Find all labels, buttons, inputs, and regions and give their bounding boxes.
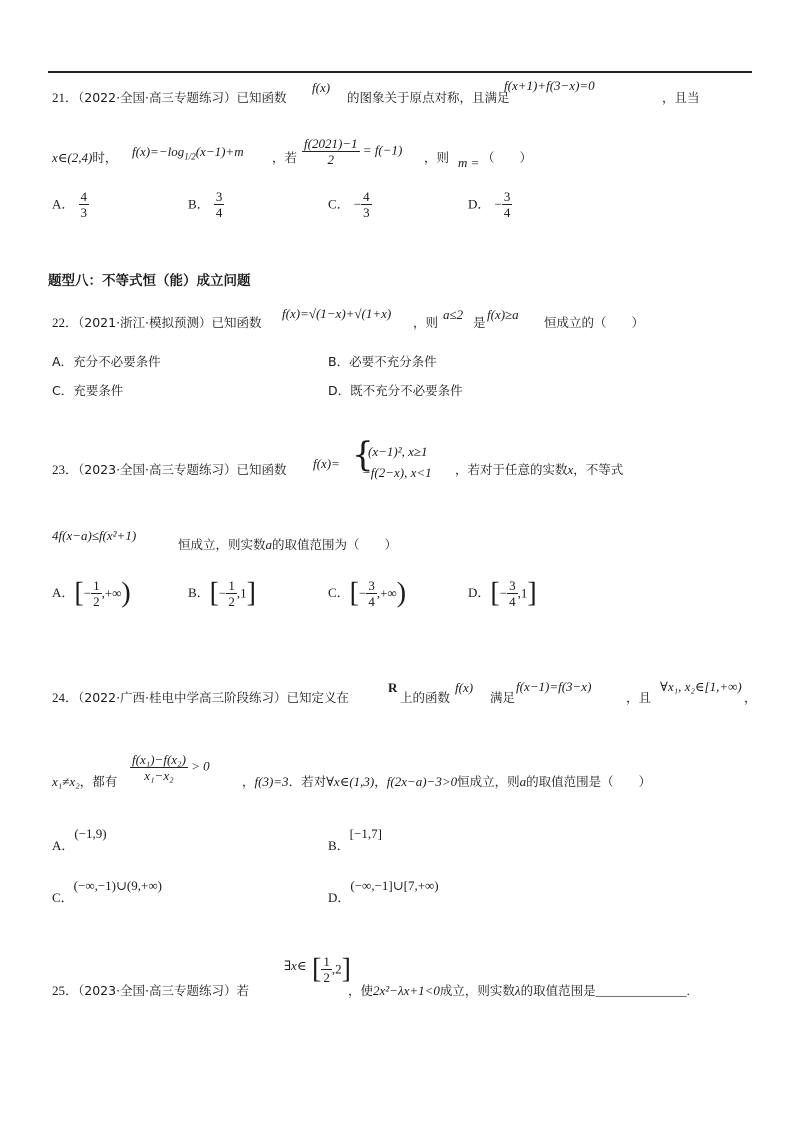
option-left-bracket: [	[209, 577, 219, 609]
top-rule	[48, 71, 752, 73]
option-right-bracket: ]	[527, 577, 537, 609]
q23-case2: −f(2−x), x<1	[362, 465, 432, 480]
option-num: 3	[215, 189, 223, 204]
option-label: D．	[328, 383, 351, 398]
q21-option-a[interactable]	[52, 189, 89, 220]
q22-cond2: f(x)≥a	[487, 307, 519, 322]
q25-line1-tail	[348, 983, 690, 1000]
option-fraction	[507, 578, 518, 609]
option-right: ,+∞	[376, 585, 397, 601]
q24-text10: 恒成立，则	[457, 774, 520, 789]
q25-interval: [ $\frac{1}{2}$ ,2]	[312, 953, 351, 985]
option-num: 3	[368, 578, 375, 593]
section-8-heading: 题型八：不等式恒（能）成立问题	[48, 273, 251, 289]
q23-line2-tail	[178, 537, 397, 554]
q23-text3: ，不等式	[573, 462, 624, 477]
q24-frac-num: f(x₁)−f(x₂)	[132, 752, 186, 767]
option-num: 1	[93, 578, 100, 593]
q21-option-c[interactable]	[328, 189, 372, 220]
q23-text1: 已知函数	[236, 462, 287, 477]
q23-source: （2023·全国·高三专题练习）	[78, 462, 237, 477]
q25-text1: 若	[236, 983, 250, 998]
option-fraction	[79, 189, 90, 220]
q24-text7: ，	[242, 774, 255, 789]
q25-exists: ∃x∈	[284, 958, 307, 973]
q25-int-right: ,2	[331, 961, 342, 977]
q21-text3: ，且当	[662, 90, 700, 105]
option-value: (−∞,−1]∪[7,+∞)	[350, 878, 439, 893]
q22-text1: 已知函数	[211, 315, 262, 330]
option-label: C．	[328, 196, 350, 212]
q21-text1: 已知函数	[236, 90, 287, 105]
q21-fx: f(x)	[312, 80, 331, 95]
q22-cond1: a≤2	[443, 307, 464, 322]
q24-text4: ，且	[626, 690, 652, 705]
q24-condition: f(x−1)=f(3−x)	[516, 679, 592, 694]
option-value: (−∞,−1)∪(9,+∞)	[73, 878, 162, 893]
option-den: 4	[215, 205, 223, 220]
q25-number: 25．	[52, 983, 79, 998]
q21-text4: 时，	[92, 150, 118, 165]
q21-def-right: (x−1)+m	[195, 144, 244, 159]
option-label: D．	[468, 585, 491, 600]
option-num: 4	[363, 189, 370, 204]
piecewise-brace: {	[352, 435, 374, 475]
q21-definition	[132, 144, 244, 165]
q25-inequality: 2x²−λx+1<0	[373, 983, 440, 998]
option-label: C．	[52, 383, 74, 398]
q24-text11: 的取值范围是（ ）	[526, 774, 652, 789]
option-den: 3	[80, 205, 88, 220]
q22-text2: ，则	[413, 315, 439, 330]
q25-end: .	[686, 983, 690, 998]
q21-text2: 的图象关于原点对称，且满足	[347, 90, 510, 105]
q23-line1-tail	[455, 462, 623, 479]
q24-difference-quotient	[130, 752, 210, 783]
option-text: 必要不充分条件	[349, 354, 437, 369]
q22-option-b[interactable]	[328, 354, 437, 370]
option-label: B．	[188, 585, 210, 600]
q23-option-d[interactable]: D．[− $\frac{3}{4}$ ,1]	[468, 577, 537, 609]
q23-option-a[interactable]: A．[− $\frac{1}{2}$ ,+∞)	[52, 577, 131, 609]
q22-text3: 是	[473, 315, 486, 330]
q24-option-b[interactable]	[328, 826, 382, 853]
option-text: 充要条件	[73, 383, 124, 398]
q22-option-a[interactable]	[52, 354, 161, 370]
q24-frac-den: x₁−x₂	[144, 768, 174, 783]
option-right: ,+∞	[101, 585, 122, 601]
option-right: ,1	[236, 585, 247, 601]
q23-var2: a	[265, 537, 273, 552]
q22-line1	[52, 315, 262, 332]
q21-option-b[interactable]	[188, 189, 224, 220]
option-left-bracket: [	[74, 577, 84, 609]
option-right: ,1	[517, 585, 528, 601]
q21-source: （2022·全国·高三专题练习）	[78, 90, 237, 105]
option-num: 3	[503, 189, 511, 204]
q24-text1: 已知定义在	[286, 690, 350, 705]
q24-fraction	[130, 752, 188, 783]
q25-source: （2023·全国·高三专题练习）	[78, 983, 237, 998]
q24-var: a	[519, 774, 527, 789]
q24-option-c[interactable]	[52, 878, 162, 905]
q23-option-c[interactable]: C．[− $\frac{3}{4}$ ,+∞)	[328, 577, 407, 609]
q21-text5: ，若	[272, 150, 298, 165]
option-label: C．	[328, 585, 350, 600]
option-value: [−1,7]	[349, 826, 382, 841]
q23-option-b[interactable]: B．[− $\frac{1}{2}$ ,1]	[188, 577, 256, 609]
q24-number: 24．	[52, 690, 79, 705]
q24-text8: ．若对	[288, 774, 327, 789]
q23-fx: f(x)=	[313, 456, 340, 471]
q21-frac-num: f(2021)−1	[304, 136, 358, 151]
q21-equation	[302, 136, 402, 167]
q25-int-num: 1	[323, 954, 330, 969]
q23-case1: (x−1)², x≥1	[368, 444, 428, 459]
option-label: A．	[52, 196, 75, 212]
q24-line1	[52, 690, 349, 707]
option-label: D．	[328, 890, 351, 905]
q24-text9: ，	[374, 774, 387, 789]
q21-number: 21．	[52, 90, 79, 105]
q21-line1	[52, 90, 287, 107]
q21-condition: f(x+1)+f(3−x)=0	[504, 78, 595, 93]
q24-R: R	[388, 680, 398, 695]
q22-number: 22．	[52, 315, 79, 330]
q24-forall: ∀x₁, x₂∈[1,+∞)	[660, 679, 742, 694]
q23-text4: 恒成立，则实数	[178, 537, 266, 552]
q25-text4: 的取值范围是	[520, 983, 596, 998]
q21-line2	[52, 150, 117, 167]
q25-line1	[52, 983, 249, 1000]
q21-blank: （ ）	[482, 150, 533, 165]
q25-fraction	[321, 954, 332, 985]
option-fraction	[366, 578, 377, 609]
option-fraction	[91, 578, 102, 609]
option-fraction	[502, 189, 513, 220]
q25-answer-blank[interactable]: ______________	[595, 983, 687, 998]
q21-domain: x∈(2,4)	[52, 150, 93, 165]
option-den: 3	[363, 205, 370, 220]
q23-text5: 的取值范围为（ ）	[272, 537, 398, 552]
q24-line2	[52, 774, 117, 791]
q22-option-c[interactable]	[52, 383, 123, 399]
q24-option-d[interactable]	[328, 878, 439, 905]
option-fraction	[226, 578, 237, 609]
option-den: 2	[228, 594, 235, 609]
q21-m-eq: m =	[458, 155, 480, 170]
option-text: 既不充分不必要条件	[350, 383, 463, 398]
q24-gt: > 0	[191, 758, 210, 774]
q24-option-a[interactable]	[52, 826, 107, 853]
q25-text2: ，使	[348, 983, 374, 998]
q23-number: 23．	[52, 462, 79, 477]
option-label: A．	[52, 585, 75, 600]
q22-source: （2021·浙江·模拟预测）	[78, 315, 212, 330]
option-fraction	[214, 189, 225, 220]
q21-fraction	[302, 136, 360, 167]
q21-text6: ，则	[424, 150, 450, 165]
option-label: D．	[468, 196, 491, 212]
option-left-bracket: [	[490, 577, 500, 609]
option-left-bracket: [	[349, 577, 359, 609]
q21-option-d[interactable]	[468, 189, 512, 220]
q25-int-den: 2	[323, 970, 330, 985]
q24-line2-mid	[242, 774, 651, 791]
q25-var: λ	[514, 983, 521, 998]
option-right-bracket: )	[396, 577, 407, 609]
option-label: B．	[188, 196, 210, 212]
q21-def-base: 1/2	[184, 151, 196, 162]
q23-var: x	[567, 462, 574, 477]
q22-text4: 恒成立的（ ）	[544, 315, 645, 330]
option-den: 4	[503, 205, 511, 220]
option-num: 1	[228, 578, 235, 593]
q23-line1	[52, 462, 287, 479]
option-sign: −	[494, 196, 502, 212]
option-fraction	[361, 189, 372, 220]
q22-function: f(x)=√(1−x)+√(1+x)	[282, 306, 392, 321]
option-den: 2	[93, 594, 100, 609]
q24-text6: ，都有	[79, 774, 118, 789]
q24-f3: f(3)=3	[254, 774, 289, 789]
q24-text3: 满足	[490, 690, 516, 705]
q21-eq-right: = f(−1)	[362, 142, 403, 158]
option-label: A．	[52, 354, 74, 369]
option-sign: −	[353, 196, 362, 212]
q23-inequality: 4f(x−a)≤f(x²+1)	[52, 528, 137, 543]
q24-source: （2022·广西·桂电中学高三阶段练习）	[78, 690, 287, 705]
option-den: 4	[509, 594, 516, 609]
option-label: C．	[52, 890, 74, 905]
option-text: 充分不必要条件	[73, 354, 161, 369]
q24-text5: ，	[744, 690, 757, 705]
option-num: 4	[80, 189, 88, 204]
q24-fx: f(x)	[455, 680, 474, 695]
option-value: (−1,9)	[74, 826, 107, 841]
option-label: B．	[328, 838, 350, 853]
option-label: A．	[52, 838, 75, 853]
q22-option-d[interactable]	[328, 383, 463, 399]
q24-inequality: f(2x−a)−3>0	[386, 774, 458, 789]
option-num: 3	[509, 578, 516, 593]
q25-text3: 成立，则实数	[439, 983, 515, 998]
q21-def-left: f(x)=−log	[132, 144, 185, 159]
q23-text2: ，若对于任意的实数	[455, 462, 568, 477]
q24-text2: 上的函数	[400, 690, 451, 705]
option-label: B．	[328, 354, 350, 369]
q21-frac-den: 2	[327, 152, 335, 167]
option-den: 4	[368, 594, 375, 609]
q24-forall2: ∀x∈(1,3)	[326, 774, 375, 789]
option-right-bracket: ]	[246, 577, 256, 609]
q24-neq: x₁≠x₂	[52, 774, 80, 789]
option-right-bracket: )	[121, 577, 131, 609]
